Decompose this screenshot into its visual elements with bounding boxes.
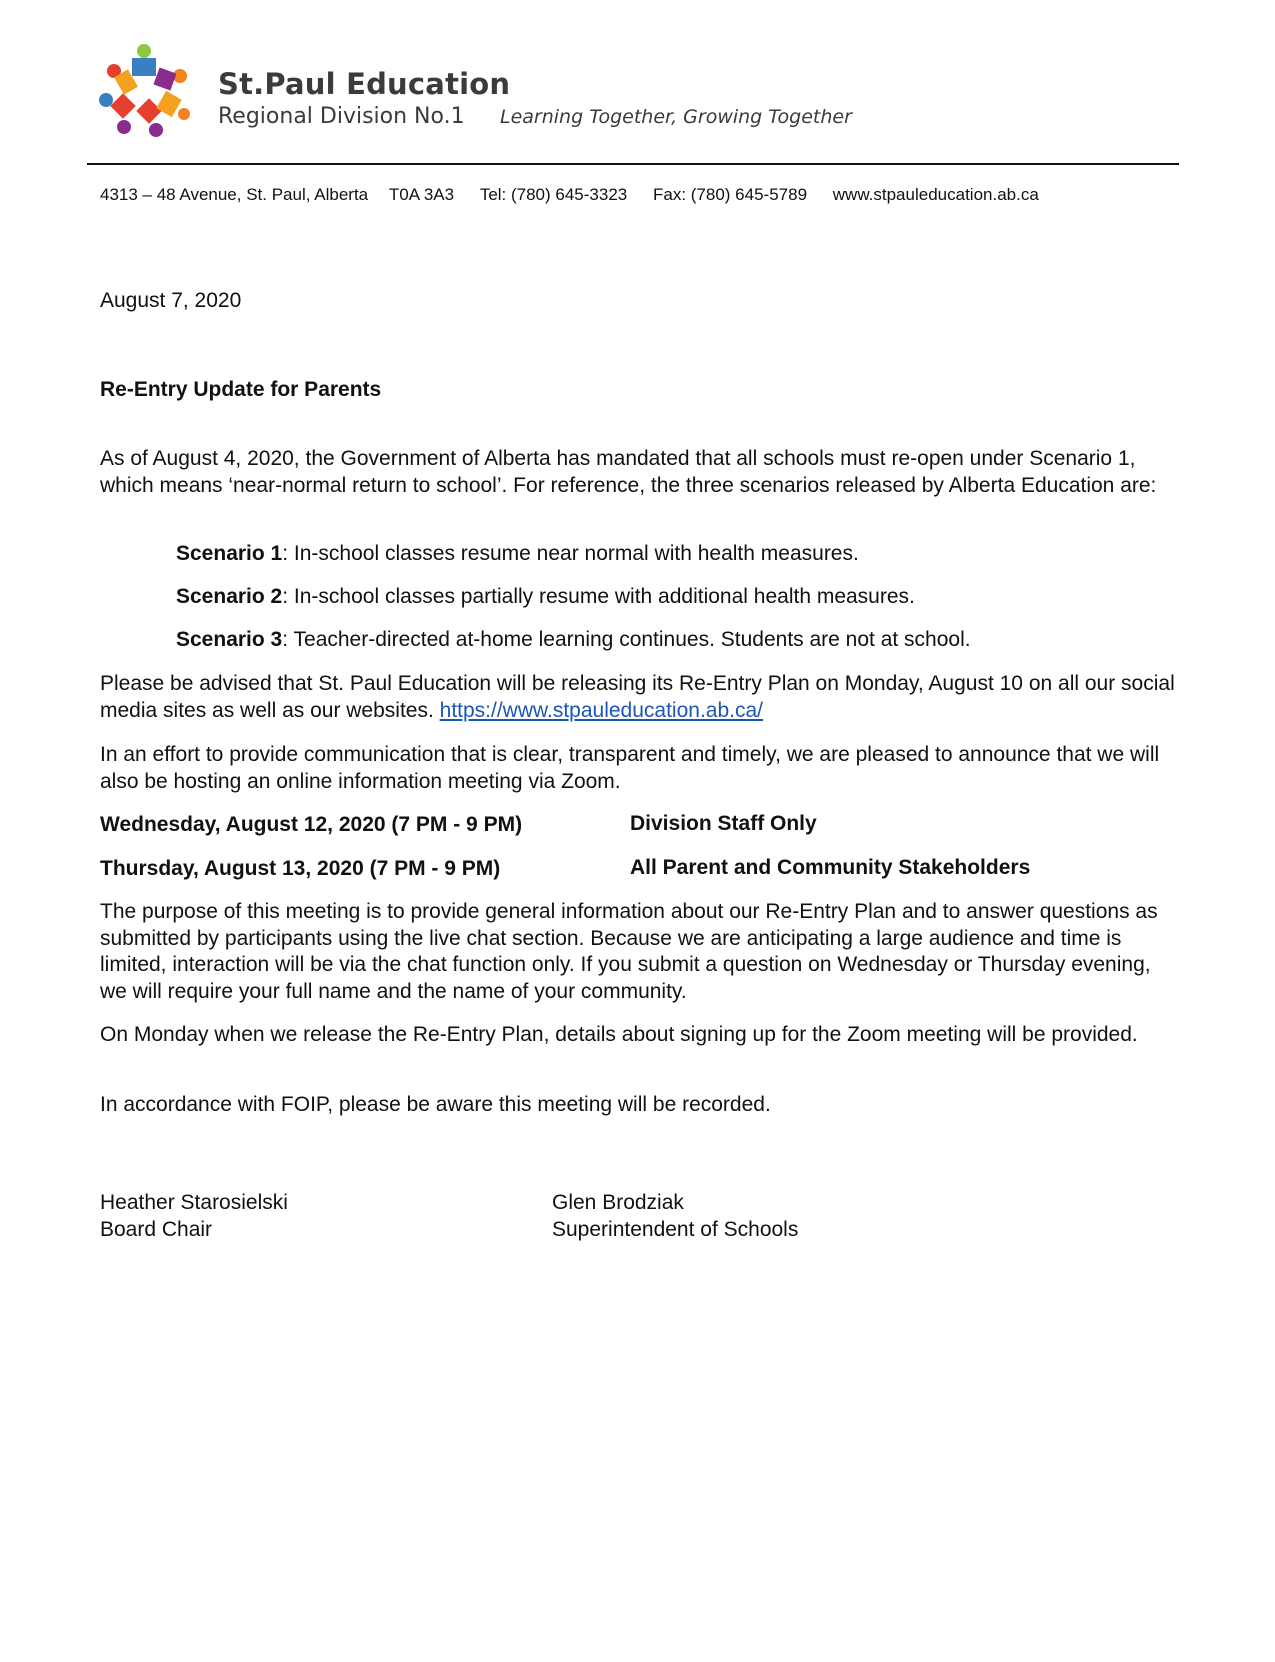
- scenario-label: Scenario 3: [176, 628, 283, 651]
- tagline: Learning Together, Growing Together: [500, 106, 852, 128]
- st-paul-education-logo-icon: [96, 42, 192, 138]
- postal-code: T0A 3A3: [388, 185, 455, 204]
- scenario-text: : Teacher-directed at-home learning continues. Students are not at school.: [282, 628, 971, 651]
- letter-date: August 7, 2020: [100, 289, 242, 312]
- signatory-name: Glen Brodziak: [552, 1191, 684, 1214]
- release-paragraph: [100, 671, 1180, 724]
- scenario-text: : In-school classes partially resume with additional health measures.: [282, 585, 915, 608]
- meeting-date: Wednesday, August 12, 2020 (7 PM - 9 PM): [100, 813, 523, 836]
- signup-paragraph: On Monday when we release the Re-Entry Plan, details about signing up for the Zoom meeting will be provided.: [100, 1023, 1138, 1046]
- scenario-item: [176, 584, 1256, 611]
- signatory-name: Heather Starosielski: [100, 1191, 288, 1214]
- address: 4313 – 48 Avenue, St. Paul, Alberta: [100, 185, 369, 204]
- meeting-audience: All Parent and Community Stakeholders: [630, 856, 1031, 879]
- zoom-paragraph: In an effort to provide communication that is clear, transparent and timely, we are pleased to announce that we will also be hosting an online information meeting via Zoom.: [100, 743, 1160, 793]
- fax: Fax: (780) 645-5789: [652, 185, 808, 204]
- letterhead-divider: [87, 163, 1179, 165]
- organization-division: Regional Division No.1: [218, 104, 465, 129]
- release-text: Please be advised that St. Paul Education will be releasing its Re-Entry Plan on Monday, August 10 on all our social media sites as well as our websites.: [100, 672, 1175, 722]
- scenario-item: [176, 541, 1256, 568]
- meeting-date: Thursday, August 13, 2020 (7 PM - 9 PM): [100, 857, 501, 880]
- signature-block: [552, 1190, 798, 1243]
- intro-paragraph: As of August 4, 2020, the Government of Alberta has mandated that all schools must re-open under Scenario 1, which means ‘near-normal return to school’. For reference, the three scenarios released by Alberta Education are:: [100, 447, 1157, 497]
- organization-name: St.Paul Education: [218, 67, 511, 101]
- scenario-item: [176, 627, 1256, 654]
- purpose-paragraph: The purpose of this meeting is to provide general information about our Re-Entry Plan and to answer questions as submitted by participants using the live chat section. Because we are anticipating a large audience and time is limited, interaction will be via the chat function only. If you submit a question on Wednesday or Thursday evening, we will require your full name and the name of your community.: [100, 900, 1158, 1003]
- scenario-label: Scenario 1: [176, 542, 283, 565]
- website-link[interactable]: https://www.stpauleducation.ab.ca/: [439, 698, 763, 722]
- contact-line: [100, 185, 1039, 205]
- foip-paragraph: In accordance with FOIP, please be aware this meeting will be recorded.: [100, 1093, 771, 1116]
- letter-subject: Re-Entry Update for Parents: [100, 378, 382, 401]
- scenario-text: : In-school classes resume near normal with health measures.: [282, 542, 859, 565]
- signatory-title: Board Chair: [100, 1217, 213, 1241]
- scenario-label: Scenario 2: [176, 585, 283, 608]
- website-text: www.stpauleducation.ab.ca: [832, 185, 1039, 204]
- telephone: Tel: (780) 645-3323: [479, 185, 628, 204]
- signature-block: [100, 1190, 288, 1243]
- meeting-audience: Division Staff Only: [630, 812, 817, 835]
- signatory-title: Superintendent of Schools: [552, 1217, 799, 1241]
